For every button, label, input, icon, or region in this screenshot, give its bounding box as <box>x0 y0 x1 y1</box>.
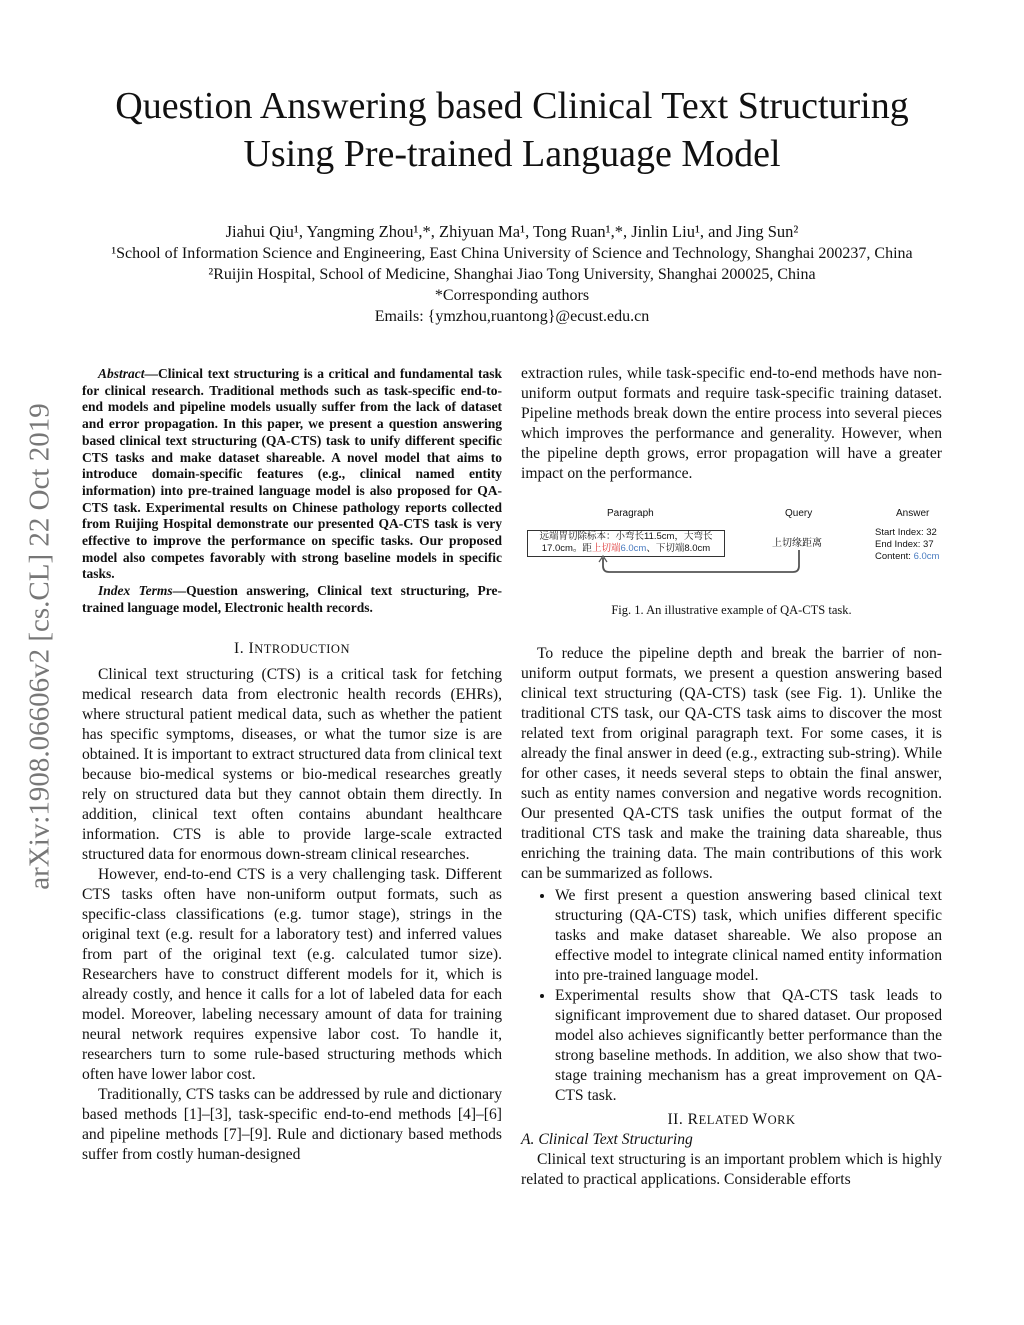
answer-label: Answer <box>896 508 930 519</box>
figure-1 <box>521 500 951 590</box>
paper-title <box>40 82 984 178</box>
arrow-icon <box>521 500 951 590</box>
paragraph: To reduce the pipeline depth and break the barrier of non-uniform output formats, we present a question answering based clinical text structuring (QA-CTS) task (see Fig. 1). Unlike the traditional CTS task, our QA-CTS task aims to discover the most related text from original paragraph text. For some cases, it is already the final answer in deed (e.g., extracting sub-string). While for other cases, it needs several steps to obtain the final answer, such as entity names conversion and negative words recognition. Our presented QA-CTS task unifies the output format of the traditional CTS task and make the training data shareable, thus enriching the training data. The main contributions of this work can be summarized as follows. <box>521 645 942 882</box>
corresponding-note: *Corresponding authors <box>434 287 590 304</box>
paragraph-label: Paragraph <box>607 508 654 519</box>
contributions-list <box>521 886 942 1106</box>
subsection-heading: A. Clinical Text Structuring <box>521 1131 693 1148</box>
paragraph-line: 远端胃切除标本：小弯长11.5cm，大弯长 <box>539 531 713 542</box>
left-column <box>82 366 502 1165</box>
list-item: • Experimental results show that QA-CTS task leads to significant improvement due to shared dataset. Our proposed model also achieves significantly better performance than the strong baseline methods. In addition, we also show that two-stage training mechanism has a great improvement on QA-CTS task. <box>555 986 942 1106</box>
end-index: End Index: 37 <box>875 539 934 550</box>
paragraph: Traditionally, CTS tasks can be addressed by rule and dictionary based methods [1]–[3], task-specific end-to-end methods [4]–[6] and pipeline methods [7]–[9]. Rule and dictionary based methods suffer from costly human-designed <box>82 1085 502 1163</box>
right-column-bottom <box>521 644 942 1190</box>
abstract-text: —Clinical text structuring is a critical and fundamental task for clinical research. Traditional methods such as task-specific end-to-end models and pipeline models usually suffer from the lack of dataset and error propagation. In this paper, we present a question answering based clinical text structuring (QA-CTS) task to unify different specific CTS tasks and make dataset shareable. A novel model that aims to introduce domain-specific features (e.g., clinical named entity information) into pre-trained language model is also proposed for QA-CTS task. Experimental results on Chinese pathology reports collected from Ruijing Hospital demonstrate our presented QA-CTS task is very effective to improve the performance on specific tasks. Our proposed model also competes favorably with strong baseline models in specific tasks. <box>82 366 502 582</box>
abstract <box>82 366 502 617</box>
abstract-label: Abstract <box>98 366 145 381</box>
index-terms-label: Index Terms <box>98 583 173 599</box>
affiliation-2: ²Ruijin Hospital, School of Medicine, Shanghai Jiao Tong University, Shanghai 200025, China <box>208 266 816 283</box>
paragraph: Clinical text structuring is an important problem which is highly related to practical applications. Considerable efforts <box>521 1151 942 1188</box>
content-line: Content: 6.0cm <box>875 551 940 562</box>
section-heading-introduction: I. INTRODUCTION <box>234 639 350 657</box>
title-line: Question Answering based Clinical Text Structuring <box>115 85 909 127</box>
right-column-top <box>521 364 942 484</box>
emails: Emails: {ymzhou,ruantong}@ecust.edu.cn <box>374 308 650 325</box>
paragraph: However, end-to-end CTS is a very challenging task. Different CTS tasks often have non-uniform output formats, such as specific-class classifications (e.g. tumor stage), strings in the original text (e.g. result for a laboratory test) and inferred values from part of the original text (e.g. calculated tumor size). Researchers have to construct different models for it, which is already costly, and hence it calls for a lot of labeled data for each model. Moreover, labeling necessary amount of data for training neural network requires expensive labor cost. To handle it, researchers turn to some rule-based structuring methods which often have lower labor cost. <box>82 865 502 1083</box>
paragraph-line: 17.0cm。距上切端6.0cm、下切端8.0cm <box>541 543 711 554</box>
start-index: Start Index: 32 <box>875 527 937 538</box>
query-text: 上切缘距离 <box>772 538 822 549</box>
affiliation-1: ¹School of Information Science and Engineering, East China University of Science and Technology, Shanghai 200237, China <box>111 245 913 262</box>
index-terms-text: —Question answering, Clinical text structuring, Pre-trained language model, Electronic health records. <box>82 583 503 615</box>
paragraph: Clinical text structuring (CTS) is a critical task for fetching medical research data from electronic health records (EHRs), where structural patient medical data, such as whether the patient has specific symptoms, diseases, or what the tumor size is are obtained. It is important to extract structured data from clinical text because bio-medical systems or bio-medical researches greatly rely on structured data but they cannot obtain them directly. In addition, clinical text often contains abundant healthcare information. CTS is able to provide large-scale extracted structured data for enormous down-stream clinical researches. <box>82 665 502 863</box>
paragraph: extraction rules, while task-specific end-to-end methods have non-uniform output formats and require task-specific training dataset. Pipeline methods break down the entire process into several pieces which improves the performance and generality. However, when the pipeline depth grows, error propagation will have a greater impact on the performance. <box>521 365 942 482</box>
section-heading-related-work: II. RELATED WORK <box>667 1111 796 1128</box>
figure-caption: Fig. 1. An illustrative example of QA-CTS task. <box>611 603 852 617</box>
title-line: Using Pre-trained Language Model <box>243 133 781 175</box>
arxiv-identifier: arXiv:1908.06606v2 [cs.CL] 22 Oct 2019 <box>23 403 56 890</box>
query-label: Query <box>785 508 813 519</box>
authors: Jiahui Qiu¹, Yangming Zhou¹,*, Zhiyuan Ma¹, Tong Ruan¹,*, Jinlin Liu¹, and Jing Sun² <box>225 222 799 241</box>
list-item: • We first present a question answering based clinical text structuring (QA-CTS) task, which unifies different specific tasks and make dataset shareable. We also propose an effective model to integrate clinical named entity information into pre-trained language model. <box>555 886 942 986</box>
